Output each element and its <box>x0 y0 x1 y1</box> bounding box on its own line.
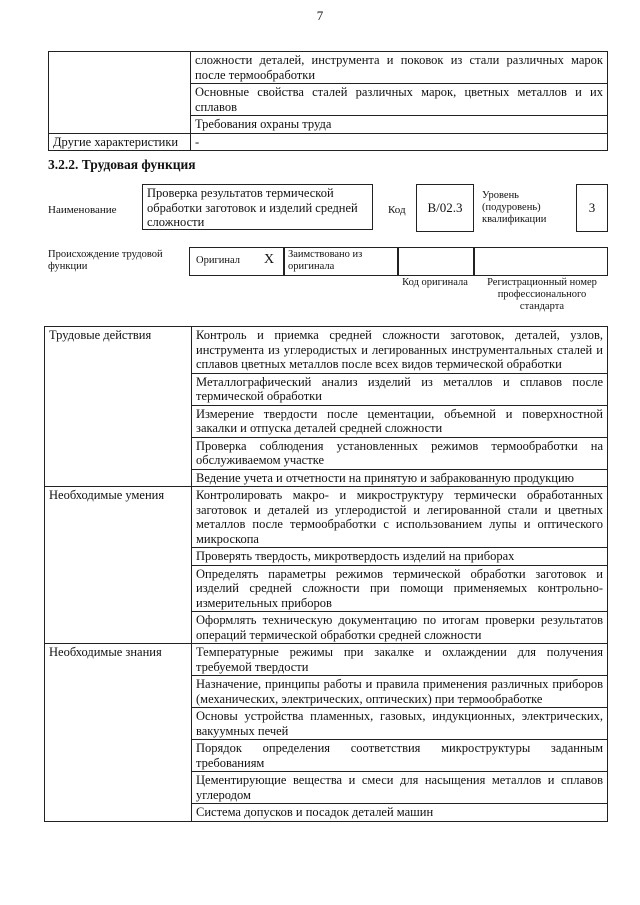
group-item: Определять параметры режимов термической обработки заготовок и изделий средней сложности при помощи применяемых контрольно-измерительных приборов <box>192 565 608 612</box>
table-row <box>45 327 608 374</box>
table-row <box>45 487 608 548</box>
group-item: Система допусков и посадок деталей машин <box>192 804 608 822</box>
reg-number-label: Регистрационный номер профессионального стандарта <box>487 277 597 312</box>
group-item: Оформлять техническую документацию по итогам проверки результатов операций термической обработки средней сложности <box>192 612 608 644</box>
origin-label: Происхождение трудовой функции <box>48 249 163 272</box>
level-box <box>576 184 608 232</box>
code-value: B/02.3 <box>427 200 463 215</box>
group-item: Проверять твердость, микротвердость изделий на приборах <box>192 548 608 566</box>
group-item: Проверка соблюдения установленных режимов термообработки на обслуживаемом участке <box>192 437 608 469</box>
original-box <box>189 247 285 276</box>
group-label: Необходимые умения <box>45 487 192 644</box>
group-item: Контроль и приемка средней сложности заготовок, деталей, узлов, инструмента из углеродистых и легированных инструментальных сталей и сплавов цветных металлов после всех видов термической обработки <box>192 327 608 374</box>
group-label: Трудовые действия <box>45 327 192 487</box>
origin-code-label: Код оригинала <box>402 277 468 288</box>
level-value: 3 <box>588 200 596 215</box>
row-text: - <box>191 133 608 151</box>
group-item: Измерение твердости после цементации, объемной и поверхностной закалки и отпуска деталей средней сложности <box>192 405 608 437</box>
function-name-box <box>142 184 373 230</box>
level-label: Уровень (подуровень) квалификации <box>482 190 547 225</box>
original-mark: X <box>264 252 275 267</box>
function-name: Проверка результатов термической обработки заготовок и изделий средней сложности <box>147 186 358 229</box>
section-heading: 3.2.2. Трудовая функция <box>48 157 196 172</box>
original-label: Оригинал <box>196 255 240 266</box>
group-item: Цементирующие вещества и смеси для насыщения металлов и сплавов углеродом <box>192 772 608 804</box>
group-item: Контролировать макро- и микроструктуру термически обработанных заготовок и деталей из углеродистой и легированной стали и цветных металлов после термообработки с использованием лупы и оптического микроскопа <box>192 487 608 548</box>
group-item: Порядок определения соответствия микроструктуры заданным требованиям <box>192 740 608 772</box>
group-label: Необходимые знания <box>45 644 192 822</box>
row-label: Другие характеристики <box>49 133 191 151</box>
borrowed-label: Заимствовано из оригинала <box>288 249 363 272</box>
group-item: Назначение, принципы работы и правила применения различных приборов (механических, электрических, оптических) при термообработке <box>192 676 608 708</box>
group-item: Температурные режимы при закалке и охлаждении для получения требуемой твердости <box>192 644 608 676</box>
row-label <box>49 52 191 134</box>
code-label: Код <box>388 204 406 216</box>
group-item: Ведение учета и отчетности на принятую и забракованную продукцию <box>192 469 608 487</box>
labor-function-table <box>44 326 608 822</box>
top-characteristics-table <box>48 51 608 151</box>
name-label: Наименование <box>48 204 117 216</box>
row-text: сложности деталей, инструмента и поковок из стали различных марок после термообработки <box>191 52 608 84</box>
code-box <box>416 184 474 232</box>
origin-code-box <box>397 247 475 276</box>
group-item: Металлографический анализ изделий из металлов и сплавов после термической обработки <box>192 373 608 405</box>
group-item: Основы устройства пламенных, газовых, индукционных, электрических, вакуумных печей <box>192 708 608 740</box>
borrowed-box <box>283 247 399 276</box>
table-row <box>49 133 608 151</box>
table-row <box>49 52 608 84</box>
row-text: Основные свойства сталей различных марок, цветных металлов и их сплавов <box>191 84 608 116</box>
row-text: Требования охраны труда <box>191 116 608 134</box>
table-row <box>45 644 608 676</box>
page-number: 7 <box>316 8 324 23</box>
reg-number-box <box>473 247 608 276</box>
